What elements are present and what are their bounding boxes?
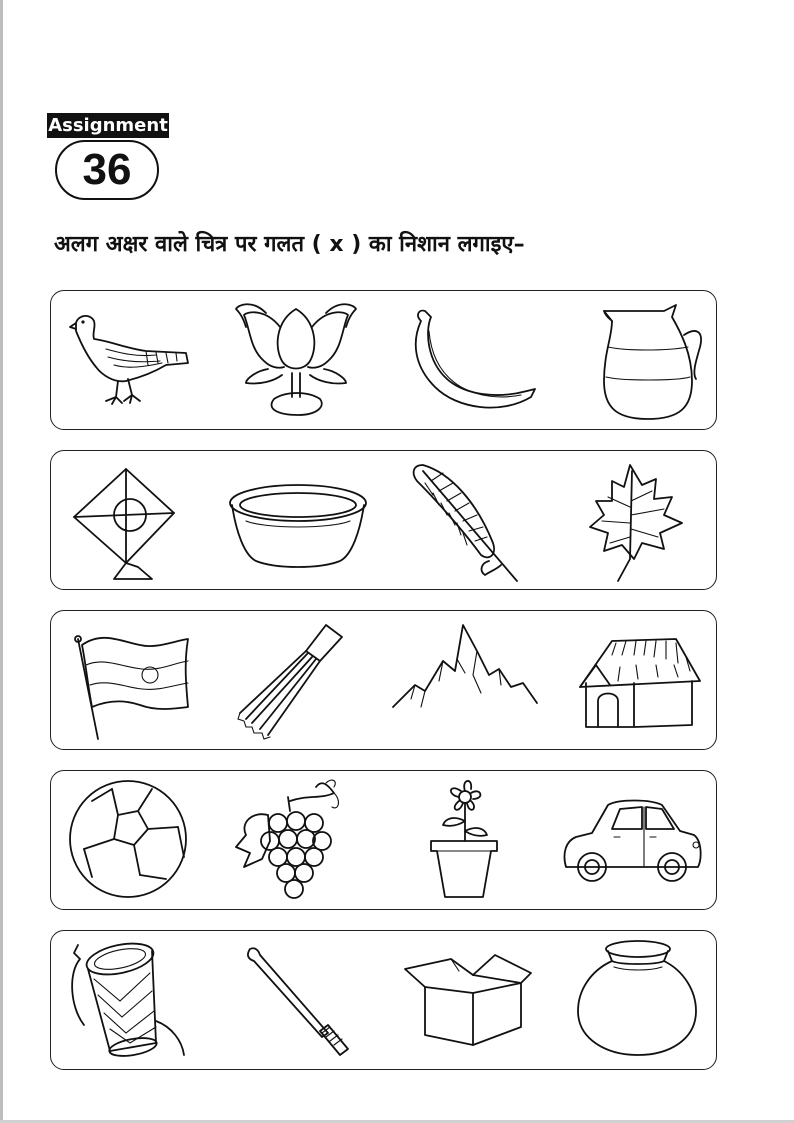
hut-icon — [546, 611, 706, 751]
leaf-icon — [546, 451, 706, 591]
flag-icon — [56, 611, 216, 751]
tub-icon — [216, 451, 376, 591]
jug-icon — [546, 291, 706, 431]
flowerpot-icon — [381, 771, 541, 911]
picture-row-2 — [50, 450, 717, 590]
banana-picture[interactable] — [381, 291, 541, 431]
broom-icon — [216, 611, 376, 751]
picture-row-4 — [50, 770, 717, 910]
flowerpot-picture[interactable] — [381, 771, 541, 911]
baton-picture[interactable] — [216, 931, 376, 1071]
pot-icon — [546, 931, 706, 1071]
assignment-number: 36 — [55, 140, 159, 200]
box-icon — [381, 931, 541, 1071]
car-icon — [546, 771, 706, 911]
box-picture[interactable] — [381, 931, 541, 1071]
grapes-picture[interactable] — [216, 771, 376, 911]
grapes-icon — [216, 771, 376, 911]
kite-picture[interactable] — [56, 451, 216, 591]
lotus-picture[interactable] — [216, 291, 376, 431]
pot-picture[interactable] — [546, 931, 706, 1071]
page-left-edge — [0, 0, 3, 1123]
jug-picture[interactable] — [546, 291, 706, 431]
mountain-picture[interactable] — [381, 611, 541, 751]
picture-row-5 — [50, 930, 717, 1070]
baton-icon — [216, 931, 376, 1071]
drum-icon — [56, 931, 216, 1071]
hut-picture[interactable] — [546, 611, 706, 751]
lotus-icon — [216, 291, 376, 431]
football-picture[interactable] — [56, 771, 216, 911]
car-picture[interactable] — [546, 771, 706, 911]
mountain-icon — [381, 611, 541, 751]
broom-picture[interactable] — [216, 611, 376, 751]
drum-picture[interactable] — [56, 931, 216, 1071]
pigeon-icon — [56, 291, 216, 431]
instruction-text: अलग अक्षर वाले चित्र पर गलत ( x ) का निशान लगाइए– — [54, 232, 525, 257]
kite-icon — [56, 451, 216, 591]
feather-picture[interactable] — [381, 451, 541, 591]
football-icon — [56, 771, 216, 911]
assignment-label: Assignment — [48, 115, 168, 136]
picture-row-1 — [50, 290, 717, 430]
tub-picture[interactable] — [216, 451, 376, 591]
pigeon-picture[interactable] — [56, 291, 216, 431]
banana-icon — [381, 291, 541, 431]
picture-row-3 — [50, 610, 717, 750]
leaf-picture[interactable] — [546, 451, 706, 591]
flag-picture[interactable] — [56, 611, 216, 751]
feather-icon — [381, 451, 541, 591]
